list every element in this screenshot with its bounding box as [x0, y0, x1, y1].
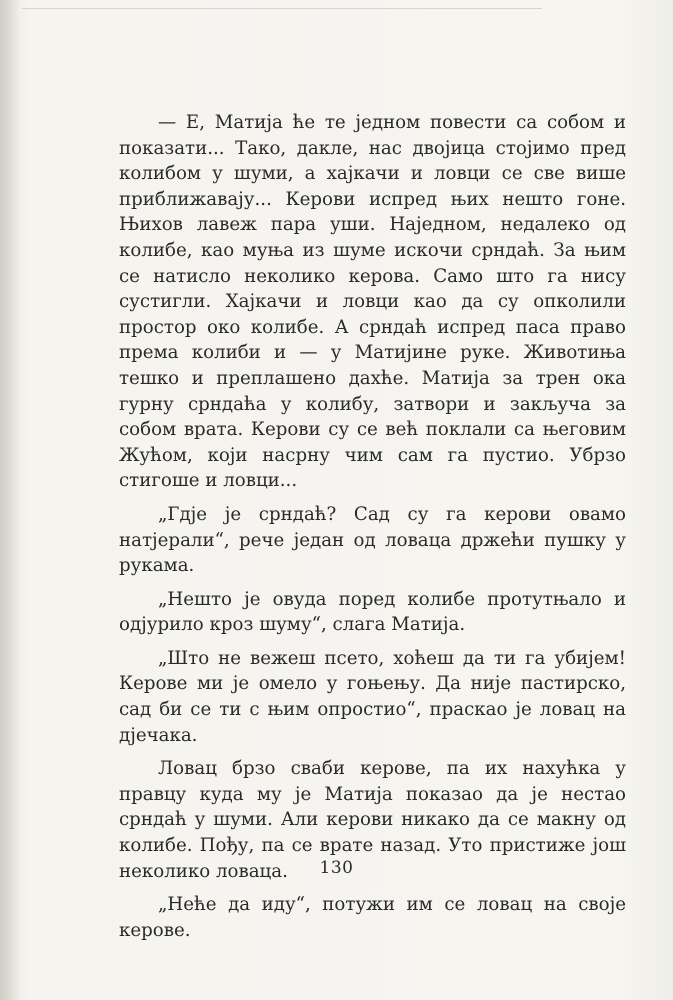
page-number: 130: [319, 858, 354, 878]
paragraph: „Гдје је срндаћ? Сад су га керови овамо натјерали“, рече један од ловаца држећи пушку у рукама.: [119, 503, 626, 577]
paragraph: „Што не вежеш псето, хоћеш да ти га убијем! Керове ми је омело у гоњењу. Да није пастирско, сад би се ти с њим опростио“, праскао је ловац на дјечака.: [119, 647, 626, 746]
paragraph: — Е, Матија ће те једном повести са собом и показати... Тако, дакле, нас двојица стојимо пред колибом у шуми, а хајкачи и ловци се све више приближавају... Керови испред њих нешто гоне. Њихов лавеж пара уши. Наједном, недалеко од колибе, као муња из шуме искочи срндаћ. За њим се натисло неколико керова. Само што га нису сустигли. Хајкачи и ловци као да су опколили простор око колибе. А срндаћ испред паса право према колиби и — у Матијине руке. Животиња тешко и преплашено дахће. Матија за трен ока гурну срндаћа у колибу, затвори и закључа за собом врата. Керови су се већ поклали са његовим Жућом, који насрну чим сам га пустио. Убрзо стигоше и ловци...: [119, 112, 626, 492]
page-top-edge: [22, 8, 542, 9]
paragraph: „Неће да иду“, потужи им се ловац на своје керове.: [119, 894, 626, 941]
body-text: [119, 110, 626, 943]
paragraph: Ловац брзо сваби керове, па их нахућка у правцу куда му је Матија показао да је нестао срндаћ у шуми. Али керови никако да се макну од колибе. Пођу, па се врате назад. Уто пристиже још неколико ловаца.: [119, 758, 626, 882]
paragraph: „Нешто је овуда поред колибе протутњало и одјурило кроз шуму“, слага Матија.: [119, 588, 626, 636]
page-binding-shadow: [0, 0, 20, 1000]
